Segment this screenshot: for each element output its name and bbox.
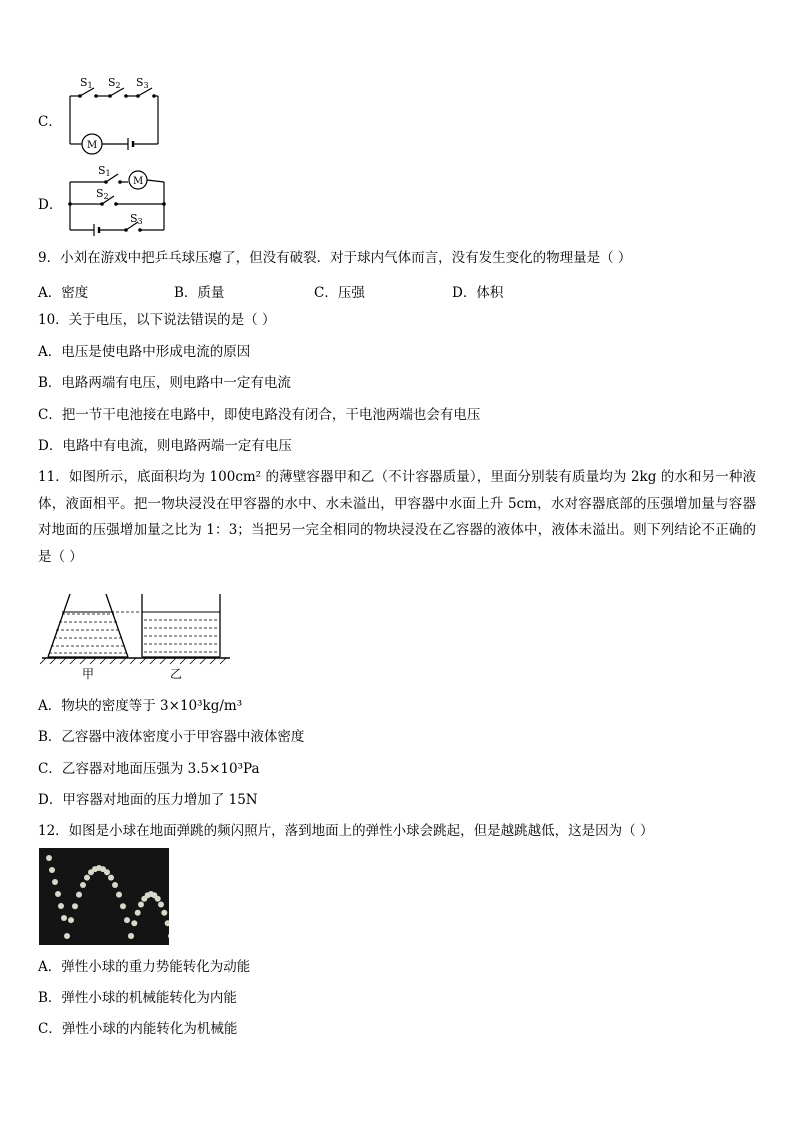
ball-dot: [104, 869, 110, 875]
q12-question: 12．如图是小球在地面弹跳的频闪照片，落到地面上的弹性小球会跳起，但是越跳越低，这是因为（ ）: [38, 823, 654, 839]
container-yi-label: 乙: [170, 667, 183, 681]
q9-option-a: A．密度: [38, 285, 89, 301]
ball-dot: [116, 892, 122, 898]
ball-dot: [72, 903, 78, 909]
container-figure: [40, 590, 240, 682]
motor-label: M: [133, 176, 144, 187]
q8-option-d-label: D．: [38, 197, 63, 213]
ball-dot: [68, 917, 74, 923]
ball-dot: [108, 875, 114, 881]
q12-option-a: A．弹性小球的重力势能转化为动能: [38, 959, 251, 975]
q9-option-b: B．质量: [174, 285, 225, 301]
ball-dot: [76, 892, 82, 898]
q10-option-a: A．电压是使电路中形成电流的原因: [38, 344, 251, 360]
ball-dot: [161, 910, 167, 916]
ball-dot: [155, 896, 161, 902]
q11-option-d: D．甲容器对地面的压力增加了 15N: [38, 792, 258, 808]
switch-s3-label: S3: [130, 212, 143, 226]
ball-dot: [135, 910, 141, 916]
ball-dot: [52, 879, 58, 885]
ball-dot: [61, 915, 67, 921]
q10-question: 10．关于电压，以下说法错误的是（ ）: [38, 312, 276, 328]
ball-dot: [58, 903, 64, 909]
q11-option-c: C．乙容器对地面压强为 3.5×10³Pa: [38, 761, 260, 777]
q12-option-b: B．弹性小球的机械能转化为内能: [38, 990, 237, 1006]
ball-dot: [138, 902, 144, 908]
ball-dot: [84, 875, 90, 881]
switch-s2-label: S2: [108, 76, 121, 90]
ball-dot: [80, 882, 86, 888]
ball-dot: [120, 903, 126, 909]
container-jia-label: 甲: [82, 667, 95, 681]
ball-dot: [124, 917, 130, 923]
switch-s2-label: S2: [96, 187, 109, 201]
ball-dot: [112, 882, 118, 888]
ball-dot: [49, 867, 55, 873]
motor-label: M: [87, 140, 98, 151]
circuit-diagram-c: [60, 72, 170, 158]
q11-option-a: A．物块的密度等于 3×10³kg/m³: [38, 698, 243, 714]
q9-option-c: C．压强: [314, 285, 365, 301]
q10-option-d: D．电路中有电流，则电路两端一定有电压: [38, 438, 292, 454]
ball-dot: [158, 902, 164, 908]
q11-question: 11．如图所示，底面积均为 100cm² 的薄壁容器甲和乙（不计容器质量），里面分别装有质量均为 2kg 的水和另一种液体，液面相平。把一物块浸没在甲容器的水中、水未溢出，甲容器中水面上升 5cm，水对容器底部的压强增加量与容器对地面的压强增加量之比为 1：3；当把另一完全相同的物块浸没在乙容器的液体中，液体未溢出。则下列结论不正确的是（ ）: [38, 469, 756, 565]
q10-option-b: B．电路两端有电压，则电路中一定有电流: [38, 375, 291, 391]
q12-option-c: C．弹性小球的内能转化为机械能: [38, 1021, 238, 1037]
ball-dot: [55, 891, 61, 897]
ball-dot: [46, 855, 52, 861]
ball-dot: [128, 933, 134, 939]
circuit-diagram-d: [60, 160, 172, 236]
ball-dot: [64, 933, 70, 939]
switch-s1-label: S1: [80, 76, 93, 90]
bouncing-ball-photo: [39, 848, 169, 945]
ball-dot: [131, 920, 137, 926]
switch-s3-label: S3: [136, 76, 149, 90]
q9-option-d: D．体积: [452, 285, 504, 301]
q11-option-b: B．乙容器中液体密度小于甲容器中液体密度: [38, 729, 305, 745]
q9-question: 9．小刘在游戏中把乒乓球压瘪了，但没有破裂．对于球内气体而言，没有发生变化的物理量是（ ）: [38, 250, 632, 266]
switch-s1-label: S1: [98, 164, 111, 178]
q8-option-c-label: C．: [38, 114, 62, 130]
q10-option-c: C．把一节干电池接在电路中，即使电路没有闭合，干电池两端也会有电压: [38, 407, 481, 423]
